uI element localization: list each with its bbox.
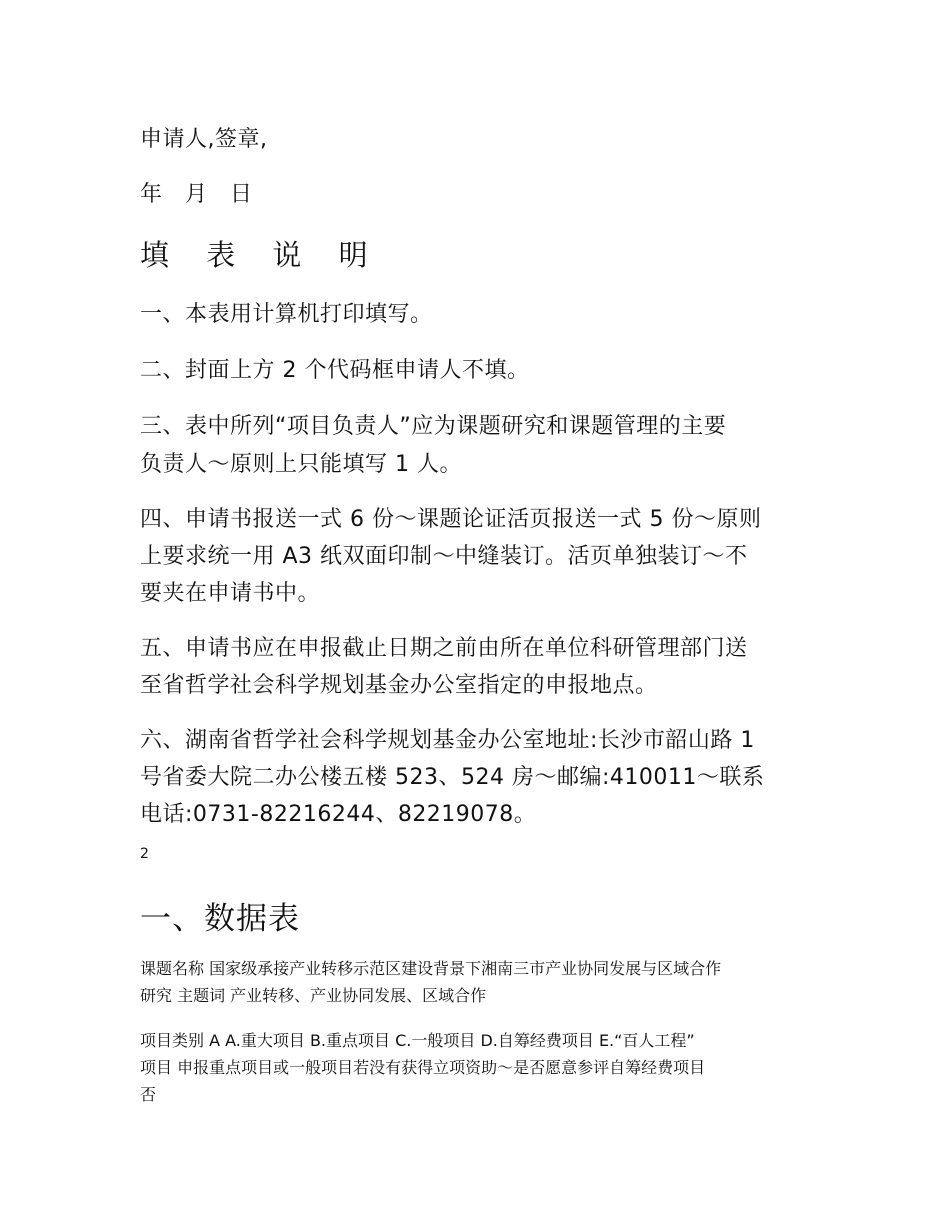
data-section-title: 一、数据表 [140,901,300,937]
category-line-2: 项目 申报重点项目或一般项目若没有获得立项资助～是否愿意参评自筹经费项目 [140,1058,706,1077]
instructions-title: 填 表 说 明 [140,238,382,272]
date-line: 年 月 日 [140,182,260,207]
instruction-item-1: 一、本表用计算机打印填写。 [140,302,433,327]
instruction-item-3-line-2: 负责人～原则上只能填写 1 人。 [140,452,462,477]
category-line-1: 项目类别 A A.重大项目 B.重点项目 C.一般项目 D.自筹经费项目 E.“百人工程” [140,1031,695,1050]
instruction-item-5-line-1: 五、申请书应在申报截止日期之前由所在单位科研管理部门送 [140,636,748,661]
instruction-item-6-line-1: 六、湖南省哲学社会科学规划基金办公室地址:长沙市韶山路 1 [140,728,755,753]
instruction-item-2: 二、封面上方 2 个代码框申请人不填。 [140,358,530,383]
applicant-seal-line: 申请人,签章, [140,127,268,152]
topic-line-1: 课题名称 国家级承接产业转移示范区建设背景下湘南三市产业协同发展与区域合作 [140,959,722,978]
instruction-item-6-line-3: 电话:0731-82216244、82219078。 [140,802,537,827]
instruction-item-5-line-2: 至省哲学社会科学规划基金办公室指定的申报地点。 [140,673,658,698]
instruction-item-4-line-2: 上要求统一用 A3 纸双面印制～中缝装订。活页单独装订～不 [140,544,748,569]
instruction-item-6-line-2: 号省委大院二办公楼五楼 523、524 房～邮编:410011～联系 [140,765,765,790]
page-number: 2 [140,846,149,862]
instruction-item-3-line-1: 三、表中所列“项目负责人”应为课题研究和课题管理的主要 [140,414,727,439]
topic-line-2: 研究 主题词 产业转移、产业协同发展、区域合作 [140,986,487,1005]
instruction-item-4-line-1: 四、申请书报送一式 6 份～课题论证活页报送一式 5 份～原则 [140,507,762,532]
instruction-item-4-line-3: 要夹在申请书中。 [140,581,321,606]
category-line-3: 否 [140,1085,157,1104]
